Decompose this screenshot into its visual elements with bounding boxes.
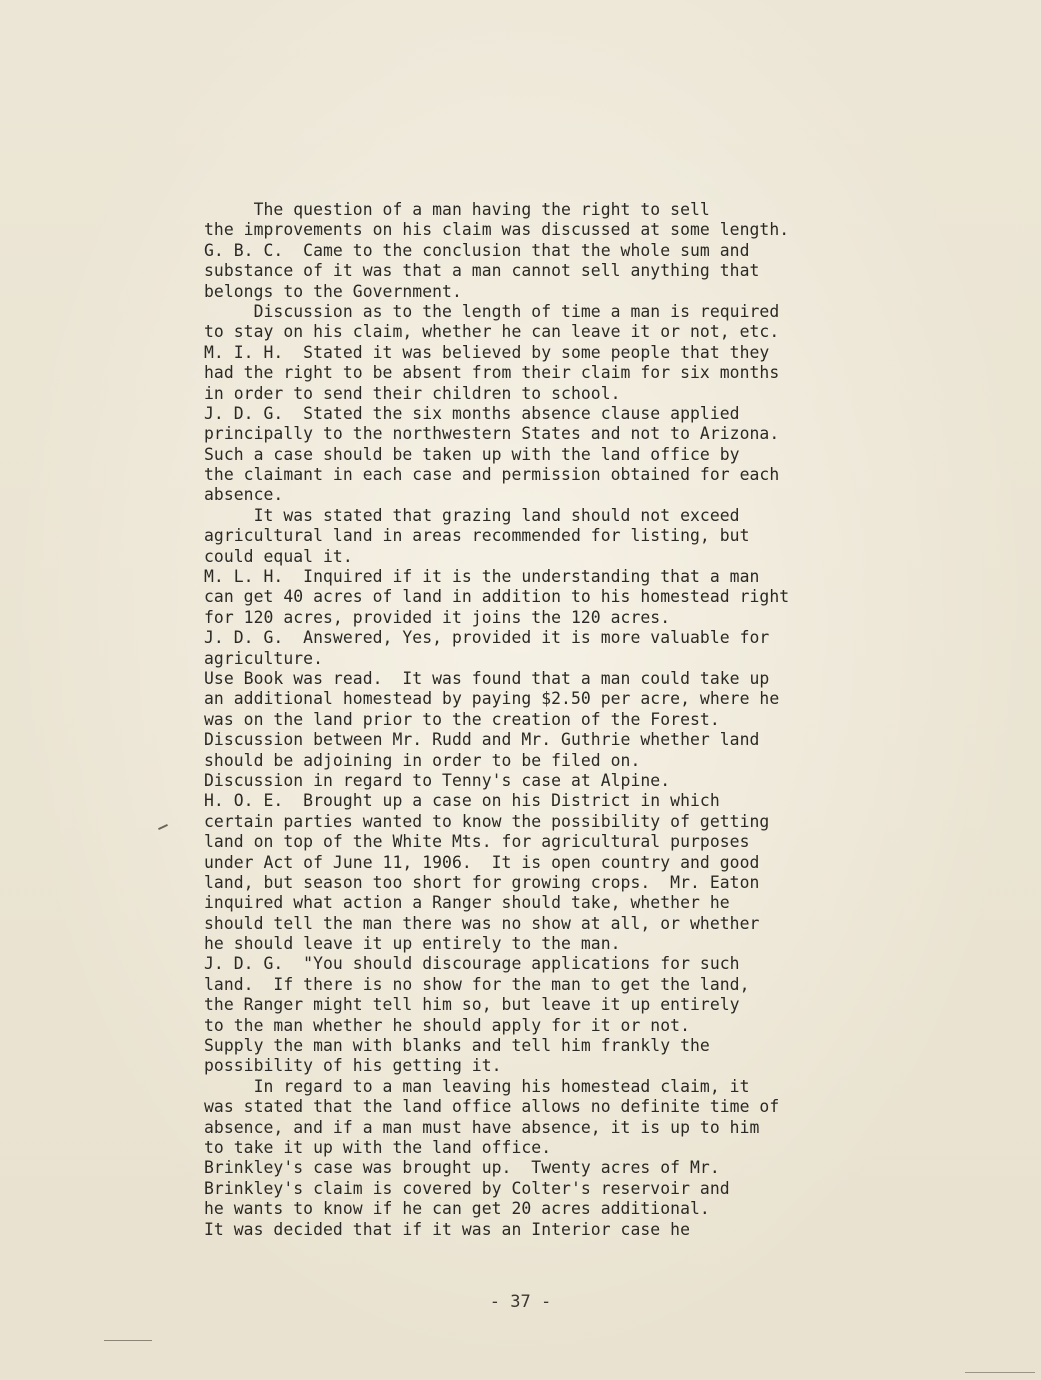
- text-line: It was decided that if it was an Interior case he: [204, 1219, 690, 1239]
- text-line: M. L. H. Inquired if it is the understanding that a man: [204, 567, 760, 587]
- text-line: agricultural land in areas recommended for listing, but: [204, 526, 750, 546]
- text-line: the improvements on his claim was discussed at some length.: [204, 220, 790, 240]
- text-line: agriculture.: [204, 648, 324, 668]
- text-line: was on the land prior to the creation of the Forest.: [204, 709, 720, 729]
- page-number: - 37 -: [489, 1292, 552, 1312]
- text-line: was stated that the land office allows no definite time of: [204, 1097, 780, 1117]
- text-line: J. D. G. "You should discourage applications for such: [204, 954, 740, 974]
- text-line: for 120 acres, provided it joins the 120 acres.: [204, 607, 671, 627]
- text-line: G. B. C. Came to the conclusion that the whole sum and: [204, 240, 750, 260]
- text-line: he wants to know if he can get 20 acres additional.: [204, 1199, 710, 1219]
- margin-mark-bottom-right: [965, 1372, 1035, 1373]
- text-line: M. I. H. Stated it was believed by some people that they: [204, 342, 770, 362]
- text-line: to the man whether he should apply for it or not.: [204, 1015, 690, 1035]
- text-line: Discussion as to the length of time a man is required: [204, 301, 780, 321]
- text-line: can get 40 acres of land in addition to his homestead right: [204, 587, 790, 607]
- text-line: he should leave it up entirely to the man.: [204, 934, 621, 954]
- text-line: the Ranger might tell him so, but leave it up entirely: [204, 995, 740, 1015]
- text-line: the claimant in each case and permission obtained for each: [204, 465, 780, 485]
- text-line: It was stated that grazing land should not exceed: [204, 505, 740, 525]
- text-line: land. If there is no show for the man to get the land,: [204, 974, 750, 994]
- text-line: land on top of the White Mts. for agricultural purposes: [204, 832, 750, 852]
- text-line: Use Book was read. It was found that a man could take up: [204, 668, 770, 688]
- text-line: absence.: [204, 485, 284, 505]
- text-line: J. D. G. Stated the six months absence clause applied: [204, 403, 740, 423]
- text-line: inquired what action a Ranger should take, whether he: [204, 893, 730, 913]
- text-line: In regard to a man leaving his homestead claim, it: [204, 1076, 750, 1096]
- text-line: Discussion in regard to Tenny's case at Alpine.: [204, 770, 671, 790]
- text-line: The question of a man having the right to sell: [204, 200, 710, 219]
- margin-mark-bottom-left: [104, 1340, 152, 1341]
- text-line: land, but season too short for growing crops. Mr. Eaton: [204, 872, 760, 892]
- text-line: Brinkley's case was brought up. Twenty acres of Mr.: [204, 1158, 720, 1178]
- text-line: possibility of his getting it.: [204, 1056, 502, 1076]
- text-line: certain parties wanted to know the possibility of getting: [204, 811, 770, 831]
- text-line: Discussion between Mr. Rudd and Mr. Guthrie whether land: [204, 730, 760, 750]
- text-line: J. D. G. Answered, Yes, provided it is more valuable for: [204, 628, 770, 648]
- text-line: Supply the man with blanks and tell him frankly the: [204, 1036, 710, 1056]
- text-line: Such a case should be taken up with the land office by: [204, 444, 740, 464]
- text-line: belongs to the Government.: [204, 281, 462, 301]
- text-line: had the right to be absent from their claim for six months: [204, 363, 780, 383]
- text-line: substance of it was that a man cannot sell anything that: [204, 261, 760, 281]
- text-line: H. O. E. Brought up a case on his District in which: [204, 791, 720, 811]
- typed-text-body: [204, 200, 974, 1240]
- text-line: under Act of June 11, 1906. It is open country and good: [204, 852, 760, 872]
- text-line: an additional homestead by paying $2.50 per acre, where he: [204, 689, 780, 709]
- margin-pencil-mark: [158, 824, 168, 830]
- text-line: should tell the man there was no show at all, or whether: [204, 913, 760, 933]
- text-line: to take it up with the land office.: [204, 1137, 552, 1157]
- text-line: principally to the northwestern States and not to Arizona.: [204, 424, 780, 444]
- text-line: in order to send their children to school.: [204, 383, 621, 403]
- text-line: could equal it.: [204, 546, 353, 566]
- text-line: absence, and if a man must have absence, it is up to him: [204, 1117, 760, 1137]
- text-line: to stay on his claim, whether he can leave it or not, etc.: [204, 322, 780, 342]
- text-line: Brinkley's claim is covered by Colter's reservoir and: [204, 1178, 730, 1198]
- text-line: should be adjoining in order to be filed on.: [204, 750, 641, 770]
